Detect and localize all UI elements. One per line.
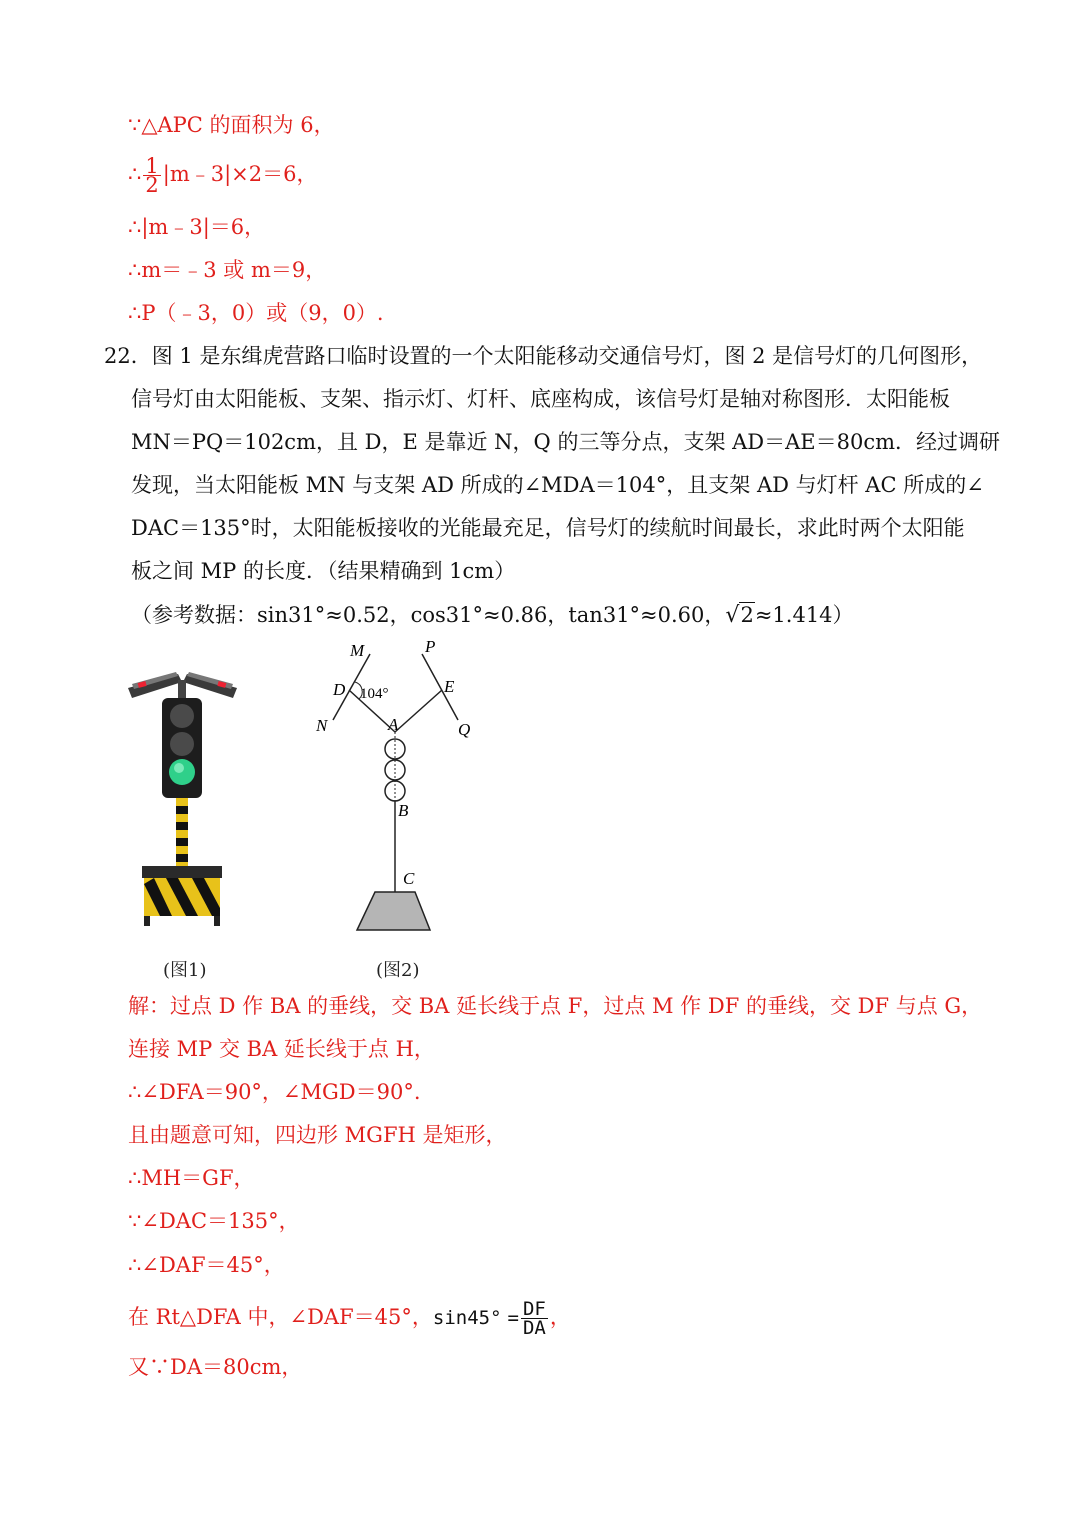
label-m: M <box>350 641 365 660</box>
problem-number: 22． <box>104 344 152 368</box>
prev-solution-line-4: ∴m＝﹣3 或 m＝9， <box>128 258 327 282</box>
striped-base <box>142 866 222 926</box>
figure-2-diagram <box>305 632 485 937</box>
figure-1-traffic-light <box>120 660 245 930</box>
problem-line-6: 板之间 MP 的长度．（结果精确到 1cm） <box>131 559 516 583</box>
prev-solution-line-5: ∴P（﹣3，0）或（9，0）. <box>128 301 384 325</box>
label-b: B <box>398 801 409 820</box>
problem-line-4: 发现，当太阳能板 MN 与支架 AD 所成的∠MDA＝104°，且支架 AD 与灯杆 AC 所成的∠ <box>131 473 984 497</box>
solution-line-1: 解：过点 D 作 BA 的垂线，交 BA 延长线于点 F，过点 M 作 DF 的垂线，交 DF 与点 G， <box>128 994 983 1018</box>
problem-line-5: DAC＝135°时，太阳能板接收的光能最充足，信号灯的续航时间最长，求此时两个太阳能 <box>131 516 965 540</box>
problem-line-3: MN＝PQ＝102cm，且 D，E 是靠近 N，Q 的三等分点，支架 AD＝AE＝80cm．经过调研 <box>131 430 1001 454</box>
label-p: P <box>425 637 436 656</box>
solar-panel-right <box>183 672 237 698</box>
label-e: E <box>444 677 455 696</box>
fraction-one-half: $\frac{1}{2}$ <box>145 154 159 197</box>
prev-solution-line-2 <box>128 154 318 197</box>
solution-line-4: 且由题意可知，四边形 MGFH 是矩形， <box>128 1123 507 1147</box>
problem-line-1: 22．图 1 是东缉虎营路口临时设置的一个太阳能移动交通信号灯，图 2 是信号灯的几何图形， <box>104 344 983 368</box>
solution-line-7: ∴∠DAF＝45°， <box>128 1253 285 1277</box>
therefore-symbol: ∴ <box>128 162 142 186</box>
red-light-off <box>170 704 194 728</box>
fraction-df-da: $\frac{DF}{DA}$ <box>522 1298 546 1339</box>
solution-line-2: 连接 MP 交 BA 延长线于点 H， <box>128 1037 435 1061</box>
solution-line-3: ∴∠DFA＝90°，∠MGD＝90°. <box>128 1080 421 1104</box>
figure-1-caption: (图1) <box>163 960 207 981</box>
solution-line-5: ∴MH＝GF， <box>128 1166 255 1190</box>
label-a: A <box>388 715 399 734</box>
prev-solution-line-1: ∵△APC 的面积为 6， <box>128 113 335 137</box>
problem-line-2: 信号灯由太阳能板、支架、指示灯、灯杆、底座构成，该信号灯是轴对称图形．太阳能板 <box>131 387 950 411</box>
sin45-expression: sin45° <box>432 1307 502 1329</box>
bracket-ae <box>395 690 442 732</box>
label-q: Q <box>458 720 471 739</box>
bracket <box>178 680 186 700</box>
label-d: D <box>333 680 346 699</box>
label-c: C <box>403 869 415 888</box>
solution-line-9: 又∵DA＝80cm， <box>128 1355 303 1379</box>
base-trapezoid <box>357 892 430 930</box>
indicator-lights <box>385 732 405 802</box>
label-angle: 104° <box>360 686 389 702</box>
sqrt-radicand: 2 <box>740 603 754 627</box>
solution-line-6: ∵∠DAC＝135°， <box>128 1209 300 1233</box>
figure-2-caption: (图2) <box>376 960 420 981</box>
sqrt-symbol: √ <box>725 603 740 628</box>
solar-panel-left <box>128 672 182 698</box>
reference-data: （参考数据：sin31°≈0.52，cos31°≈0.86，tan31°≈0.60，√2≈1.414） <box>131 603 854 628</box>
striped-pole <box>176 798 188 866</box>
equation-rest: |m﹣3|×2＝6， <box>162 162 318 186</box>
label-n: N <box>316 716 328 735</box>
solution-line-8: 在 Rt△DFA 中，∠DAF＝45°，sin45° = $\frac{DF}{DA}$ ， <box>128 1298 571 1339</box>
yellow-light-off <box>170 732 194 756</box>
prev-solution-line-3: ∴|m﹣3|＝6， <box>128 215 266 239</box>
